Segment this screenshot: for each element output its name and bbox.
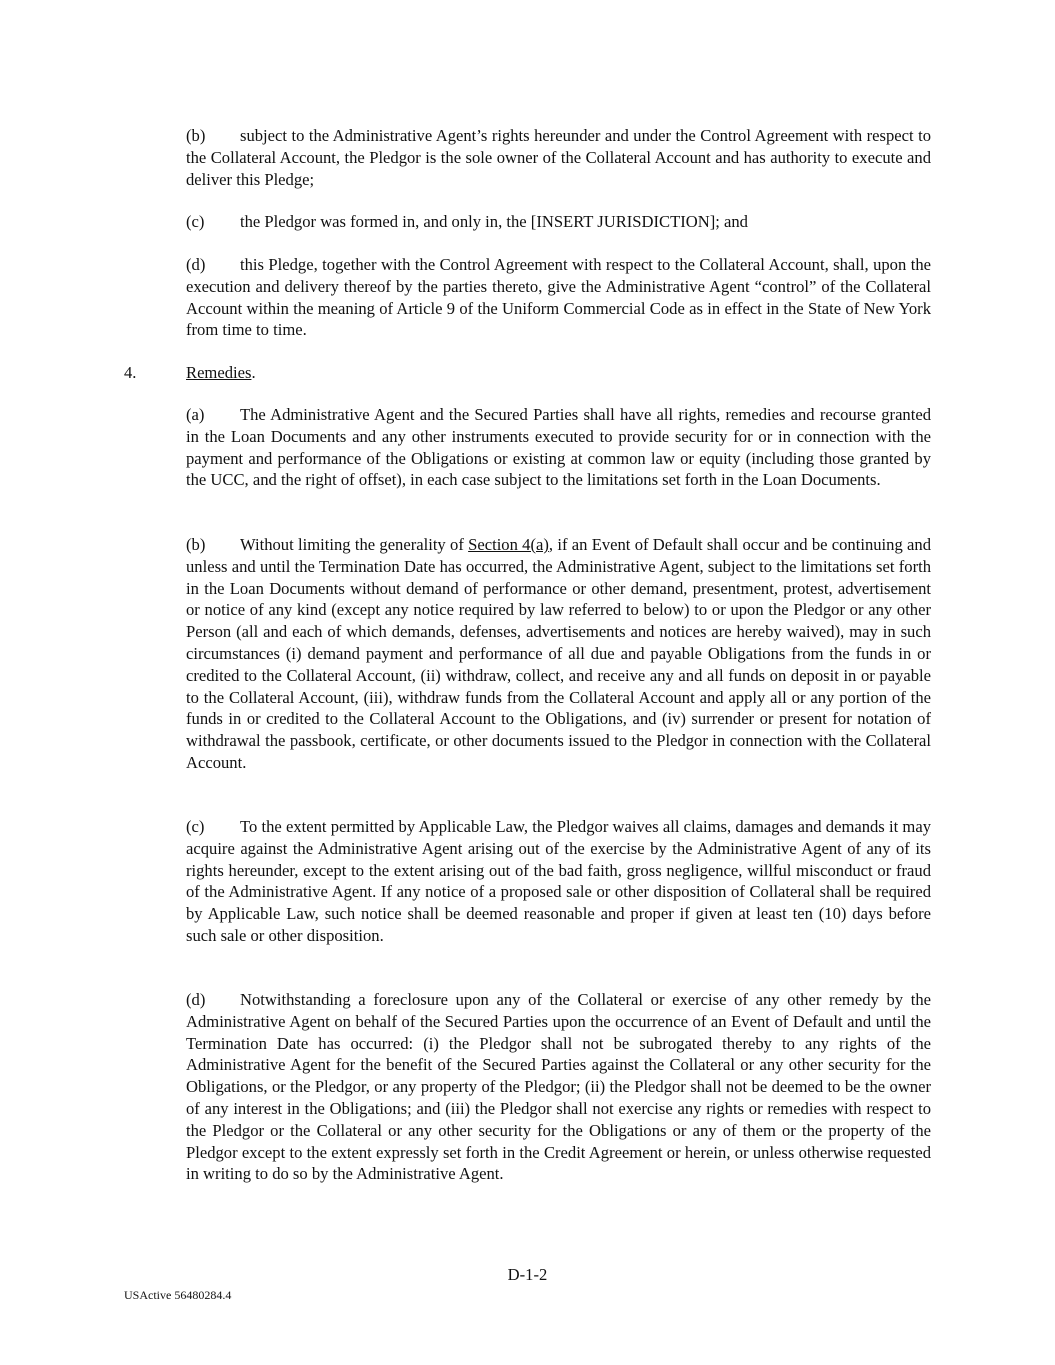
paragraph-text: Notwithstanding a foreclosure upon any of the Collateral or exercise of any other remedy by the Administrative Agent on behalf of the Secured Parties upon the occurrence of an Event of Default and until the Termination Date has occurred: (i) the Pledgor shall not be subrogated thereby to any rights of the Administrative Agent for the benefit of the Secured Parties against the Collateral or any other security for the Obligations, or the Pledgor, or any property of the Pledgor; (ii) the Pledgor shall not be deemed to be the owner of any interest in the Obligations; and (iii) the Pledgor shall not exercise any rights or remedies with respect to the Pledgor or the Collateral or any other security for the Obligations or any of them or the property of the Pledgor except to the extent expressly set forth in the Credit Agreement or herein, or unless otherwise requested in writing to do so by the Administrative Agent. <box>186 990 931 1184</box>
paragraph-label: (b) <box>186 535 206 554</box>
paragraph-text: To the extent permitted by Applicable Law, the Pledgor waives all claims, damages and demands it may acquire against the Administrative Agent arising out of the exercise by the Administrative Agent of any of its rights hereunder, except to the extent arising out of the bad faith, gross negligence, willful misconduct or fraud of the Administrative Agent. If any notice of a proposed sale or other disposition of Collateral shall be required by Applicable Law, such notice shall be deemed reasonable and proper if given at least ten (10) days before such sale or other disposition. <box>186 817 931 945</box>
section-number: 4. <box>124 363 137 382</box>
section-reference: Section 4(a) <box>468 535 549 554</box>
paragraph-text: The Administrative Agent and the Secured Parties shall have all rights, remedies and recourse granted in the Loan Documents and any other instruments executed to provide security for or in connection with the payment and performance of the Obligations or existing at common law or equity (including those granted by the UCC, and the right of offset), in each case subject to the limitations set forth in the Loan Documents. <box>186 405 931 490</box>
paragraph-text: Without limiting the generality of <box>240 535 469 554</box>
paragraph-label: (b) <box>186 126 206 145</box>
section-title-suffix: . <box>251 363 256 382</box>
paragraph-4b <box>186 534 931 774</box>
document-id: USActive 56480284.4 <box>124 1288 232 1302</box>
paragraph-3b <box>186 125 931 190</box>
paragraph-label: (d) <box>186 255 206 274</box>
paragraph-label: (d) <box>186 990 206 1009</box>
paragraph-label: (a) <box>186 405 205 424</box>
paragraph-text: subject to the Administrative Agent’s rights hereunder and under the Control Agreement with respect to the Collateral Account, the Pledgor is the sole owner of the Collateral Account and has authority to execute and deliver this Pledge; <box>186 126 931 189</box>
paragraph-4c <box>186 816 931 947</box>
paragraph-3c <box>186 211 931 233</box>
paragraph-text: the Pledgor was formed in, and only in, the [INSERT JURISDICTION]; and <box>240 212 748 231</box>
paragraph-text-continued: , if an Event of Default shall occur and be continuing and unless and until the Termination Date has occurred, the Administrative Agent, subject to the limitations set forth in the Loan Documents without demand of performance or other demand, presentment, protest, advertisement or notice of any kind (except any notice required by law referred to below) to or upon the Pledgor or any other Person (all and each of which demands, defenses, advertisements and notices are hereby waived), may in such circumstances (i) demand payment and performance of all due and payable Obligations from the funds in or credited to the Collateral Account, (ii) withdraw, collect, and receive any and all funds on deposit in or payable to the Collateral Account, (iii), withdraw funds from the Collateral Account and apply all or any portion of the funds in or credited to the Collateral Account to the Obligations, and (iv) surrender or present for notation of withdrawal the passbook, certificate, or other documents issued to the Pledgor in connection with the Collateral Account. <box>186 535 931 772</box>
paragraph-4a <box>186 404 931 491</box>
paragraph-text: this Pledge, together with the Control Agreement with respect to the Collateral Account, shall, upon the execution and delivery thereof by the parties thereto, give the Administrative Agent “control” of the Collateral Account within the meaning of Article 9 of the Uniform Commercial Code as in effect in the State of New York from time to time. <box>186 255 931 340</box>
paragraph-label: (c) <box>186 817 205 836</box>
section-heading <box>186 362 256 384</box>
section-title: Remedies <box>186 363 252 382</box>
paragraph-3d <box>186 254 931 341</box>
paragraph-label: (c) <box>186 212 205 231</box>
paragraph-4d <box>186 989 931 1185</box>
page-number: D-1-2 <box>507 1265 548 1284</box>
